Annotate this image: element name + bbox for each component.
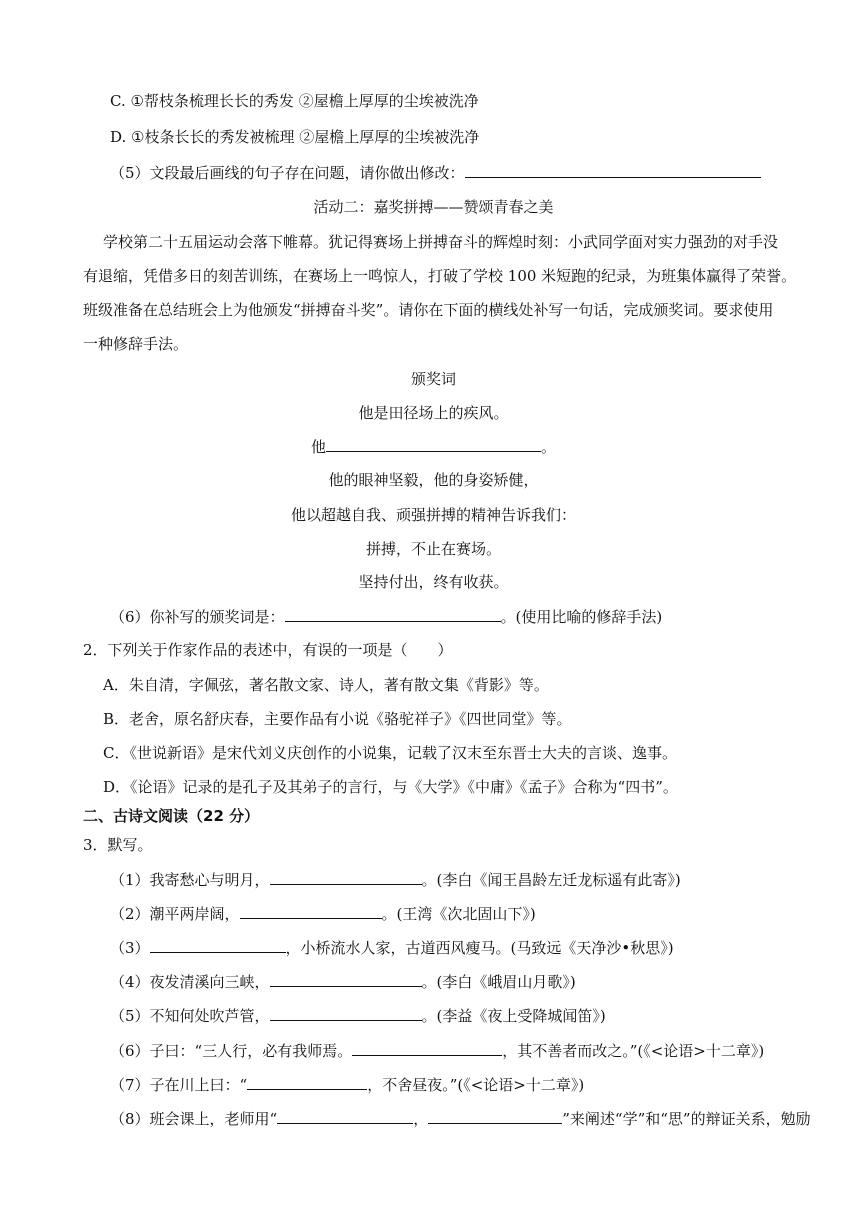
- section2-title: 二、古诗文阅读（22 分）: [83, 807, 260, 825]
- answer-blank[interactable]: [270, 869, 422, 885]
- answer-blank[interactable]: [270, 1005, 422, 1021]
- q3-item-4-pre: （4）夜发清溪向三峡，: [110, 973, 270, 991]
- q3-item-6-post: ，其不善者而改之。”(《<论语>十二章》): [502, 1042, 765, 1060]
- award-heading: 颁奖词: [410, 370, 456, 388]
- activity2-title: 活动二：嘉奖拼搏——赞颂青春之美: [313, 198, 554, 216]
- award-line-4: 他以超越自我、顽强拼搏的精神告诉我们：: [290, 506, 576, 524]
- activity2-para-line-1: 学校第二十五届运动会落下帷幕。犹记得赛场上拼搏奋斗的辉煌时刻：小武同学面对实力强劲的对手没: [103, 233, 779, 251]
- q1-6: [110, 606, 662, 627]
- q1-5-text: （5）文段最后画线的句子存在问题，请你做出修改：: [110, 164, 465, 182]
- answer-blank[interactable]: [150, 937, 286, 953]
- q1-option-c: C. ①帮枝条梳理长长的秀发 ②屋檐上厚厚的尘埃被洗净: [110, 92, 479, 110]
- q3-item-1-pre: （1）我寄愁心与明月，: [110, 871, 270, 889]
- q3-item-5-post: 。(李益《夜上受降城闻笛》): [421, 1007, 606, 1025]
- q3-item-3-post: ，小桥流水人家，古道西风瘦马。(马致远《天净沙•秋思》): [285, 939, 674, 957]
- q3-item-8: [110, 1108, 811, 1129]
- activity2-para-line-3: 班级准备在总结班会上为他颁发“拼搏奋斗奖”。请你在下面的横线处补写一句话，完成颁奖词。要求使用: [83, 301, 774, 319]
- q3-item-1: [110, 869, 681, 890]
- q3-item-7-pre: （7）子在川上曰：“: [110, 1076, 248, 1094]
- q3-item-3-pre: （3）: [110, 939, 150, 957]
- activity2-para-line-2: 有退缩，凭借多日的刻苦训练，在赛场上一鸣惊人，打破了学校 100 米短跑的纪录，为班集体赢得了荣誉。: [83, 267, 797, 285]
- q3-item-6: [110, 1040, 764, 1061]
- answer-blank[interactable]: [270, 971, 422, 987]
- q3-item-6-pre: （6）子曰：“三人行，必有我师焉。: [110, 1042, 353, 1060]
- q2-option-b: B．老舍，原名舒庆春，主要作品有小说《骆驼祥子》《四世同堂》等。: [103, 710, 572, 728]
- award-line-3: 他的眼神坚毅，他的身姿矫健，: [328, 471, 539, 489]
- answer-blank[interactable]: [285, 606, 501, 622]
- answer-blank[interactable]: [465, 162, 761, 178]
- q3-item-8-mid: ，: [413, 1110, 429, 1128]
- q3-item-1-post: 。(李白《闻王昌龄左迁龙标遥有此寄》): [421, 871, 681, 889]
- q3-item-8-pre: （8）班会课上，老师用“: [110, 1110, 278, 1128]
- award-line-5: 拼搏，不止在赛场。: [365, 540, 501, 558]
- q3-item-5-pre: （5）不知何处吹芦管，: [110, 1007, 270, 1025]
- q2-option-d: D．《论语》记录的是孔子及其弟子的言行，与《大学》《中庸》《孟子》合称为“四书”。: [103, 778, 678, 796]
- q1-option-d: D. ①枝条长长的秀发被梳理 ②屋檐上厚厚的尘埃被洗净: [110, 128, 480, 146]
- q3-stem: 3．默写。: [83, 836, 153, 854]
- q3-item-7-post: ，不舍昼夜。”(《<论语>十二章》): [367, 1076, 585, 1094]
- q3-item-5: [110, 1005, 606, 1026]
- answer-blank[interactable]: [240, 903, 382, 919]
- q3-item-7: [110, 1074, 584, 1095]
- award-line-1: 他是田径场上的疾风。: [358, 404, 509, 422]
- answer-blank[interactable]: [352, 1040, 502, 1056]
- q1-6-suffix: 。(使用比喻的修辞手法): [500, 608, 663, 626]
- q1-5: [110, 162, 761, 183]
- q3-item-4-post: 。(李白《峨眉山月歌》): [421, 973, 576, 991]
- award-line-6: 坚持付出，终有收获。: [358, 573, 509, 591]
- answer-blank[interactable]: [247, 1074, 367, 1090]
- q1-6-prefix: （6）你补写的颁奖词是：: [110, 608, 285, 626]
- award-line-2-suffix: 。: [541, 438, 557, 456]
- q3-item-8-post: ”来阐述“学”和“思”的辩证关系，勉励: [562, 1110, 811, 1128]
- award-blank[interactable]: [326, 436, 541, 452]
- q2-option-c: C．《世说新语》是宋代刘义庆创作的小说集，记载了汉末至东晋士大夫的言谈、逸事。: [103, 744, 677, 762]
- activity2-para-line-4: 一种修辞手法。: [83, 335, 189, 353]
- q3-item-4: [110, 971, 576, 992]
- q3-item-3: [110, 937, 674, 958]
- answer-blank[interactable]: [428, 1108, 562, 1124]
- answer-blank[interactable]: [277, 1108, 413, 1124]
- q3-item-2-post: 。(王湾《次北固山下》): [381, 905, 536, 923]
- award-line-2: [0, 436, 867, 457]
- q2-option-a: A．朱自清，字佩弦，著名散文家、诗人，著有散文集《背影》等。: [103, 676, 549, 694]
- award-line-2-prefix: 他: [310, 438, 326, 456]
- q3-item-2: [110, 903, 536, 924]
- q2-stem: 2．下列关于作家作品的表述中，有误的一项是（ ）: [83, 641, 453, 659]
- q3-item-2-pre: （2）潮平两岸阔，: [110, 905, 240, 923]
